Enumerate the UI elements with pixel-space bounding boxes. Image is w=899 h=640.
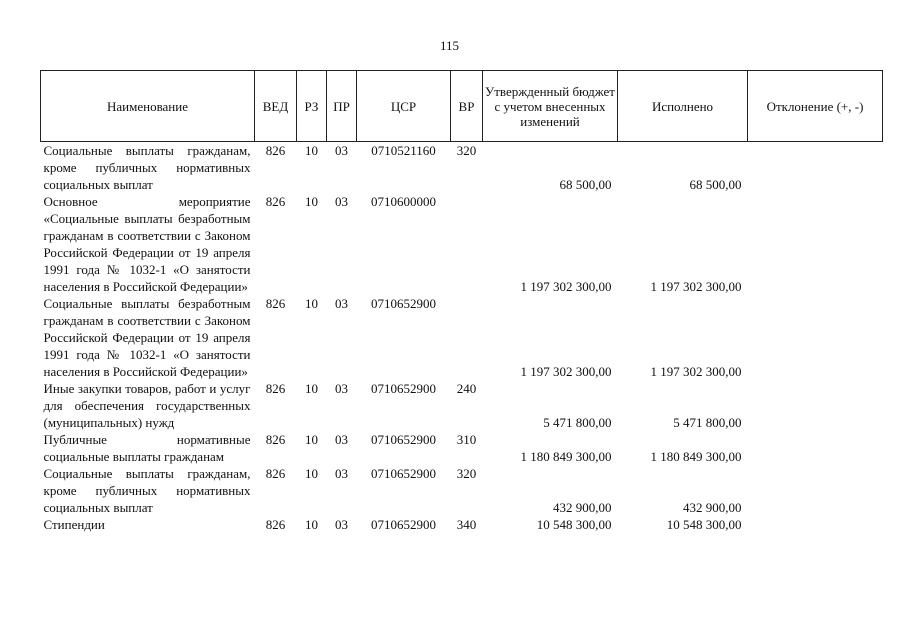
row-name: Стипендии xyxy=(43,517,105,532)
row-name: Социальные выплаты гражданам, кроме публичных нормативных социальных выплат xyxy=(43,143,251,192)
row-csr: 0710521160 xyxy=(371,143,436,158)
header-csr: ЦСР xyxy=(357,71,451,142)
row-approved: 5 471 800,00 xyxy=(543,415,612,430)
row-deviation xyxy=(748,431,883,465)
row-pr: 03 xyxy=(335,143,348,158)
row-vr: 320 xyxy=(456,466,477,481)
row-rz: 10 xyxy=(305,517,318,532)
row-ved: 826 xyxy=(265,517,286,532)
row-executed: 10 548 300,00 xyxy=(666,517,742,532)
table-row xyxy=(41,465,883,516)
table-row xyxy=(41,193,883,295)
row-deviation xyxy=(748,516,883,533)
row-executed: 1 197 302 300,00 xyxy=(650,364,742,379)
row-vr: 320 xyxy=(456,143,477,158)
row-rz: 10 xyxy=(305,194,318,209)
header-approved: Утвержденный бюджет с учетом внесенных изменений xyxy=(483,71,618,142)
row-ved: 826 xyxy=(265,143,286,158)
row-deviation xyxy=(748,295,883,380)
row-name: Иные закупки товаров, работ и услуг для обеспечения государственных (муниципальных) нужд xyxy=(43,381,251,430)
row-deviation xyxy=(748,193,883,295)
row-vr: 340 xyxy=(456,517,477,532)
row-deviation xyxy=(748,142,883,194)
row-executed: 1 197 302 300,00 xyxy=(650,279,742,294)
row-csr: 0710652900 xyxy=(371,432,436,447)
row-pr: 03 xyxy=(335,466,348,481)
table-row xyxy=(41,516,883,533)
row-rz: 10 xyxy=(305,432,318,447)
row-approved: 1 197 302 300,00 xyxy=(520,364,612,379)
row-approved: 432 900,00 xyxy=(553,500,612,515)
header-name: Наименование xyxy=(41,71,255,142)
row-deviation xyxy=(748,465,883,516)
row-approved: 1 197 302 300,00 xyxy=(520,279,612,294)
row-executed: 1 180 849 300,00 xyxy=(650,449,742,464)
table-row xyxy=(41,380,883,431)
row-ved: 826 xyxy=(265,296,286,311)
budget-table xyxy=(40,70,883,533)
row-approved: 68 500,00 xyxy=(559,177,612,192)
row-approved: 1 180 849 300,00 xyxy=(520,449,612,464)
row-name: Социальные выплаты безработным гражданам в соответствии с Законом Российской Федерации от 19 апреля 1991 года № 1032-1 «О занятости населения в Российской Федерации» xyxy=(43,296,251,379)
table-row xyxy=(41,295,883,380)
row-deviation xyxy=(748,380,883,431)
row-vr xyxy=(451,295,483,380)
row-pr: 03 xyxy=(335,296,348,311)
row-csr: 0710652900 xyxy=(371,296,436,311)
header-pr: ПР xyxy=(327,71,357,142)
row-pr: 03 xyxy=(335,432,348,447)
row-name: Публичные нормативные социальные выплаты гражданам xyxy=(43,432,251,464)
page-number: 115 xyxy=(439,38,460,53)
table-row xyxy=(41,142,883,194)
row-pr: 03 xyxy=(335,517,348,532)
header-rz: РЗ xyxy=(297,71,327,142)
row-csr: 0710600000 xyxy=(371,194,436,209)
row-ved: 826 xyxy=(265,432,286,447)
row-pr: 03 xyxy=(335,194,348,209)
row-vr: 240 xyxy=(456,381,477,396)
row-csr: 0710652900 xyxy=(371,517,436,532)
row-executed: 432 900,00 xyxy=(683,500,742,515)
row-vr: 310 xyxy=(456,432,477,447)
header-ved: ВЕД xyxy=(255,71,297,142)
row-vr xyxy=(451,193,483,295)
header-executed: Исполнено xyxy=(618,71,748,142)
row-rz: 10 xyxy=(305,381,318,396)
row-ved: 826 xyxy=(265,466,286,481)
row-rz: 10 xyxy=(305,143,318,158)
header-vr: ВР xyxy=(451,71,483,142)
row-csr: 0710652900 xyxy=(371,466,436,481)
header-deviation: Отклонение (+, -) xyxy=(748,71,883,142)
row-csr: 0710652900 xyxy=(371,381,436,396)
row-ved: 826 xyxy=(265,194,286,209)
row-rz: 10 xyxy=(305,296,318,311)
row-rz: 10 xyxy=(305,466,318,481)
row-executed: 5 471 800,00 xyxy=(673,415,742,430)
row-pr: 03 xyxy=(335,381,348,396)
row-executed: 68 500,00 xyxy=(689,177,742,192)
header-row xyxy=(41,71,883,142)
row-name: Социальные выплаты гражданам, кроме публичных нормативных социальных выплат xyxy=(43,466,251,515)
row-ved: 826 xyxy=(265,381,286,396)
row-approved: 10 548 300,00 xyxy=(536,517,612,532)
row-name: Основное мероприятие «Социальные выплаты безработным гражданам в соответствии с Законом Российской Федерации от 19 апреля 1991 года № 1032-1 «О занятости населения в Российской Федерации» xyxy=(43,194,251,294)
table-row xyxy=(41,431,883,465)
